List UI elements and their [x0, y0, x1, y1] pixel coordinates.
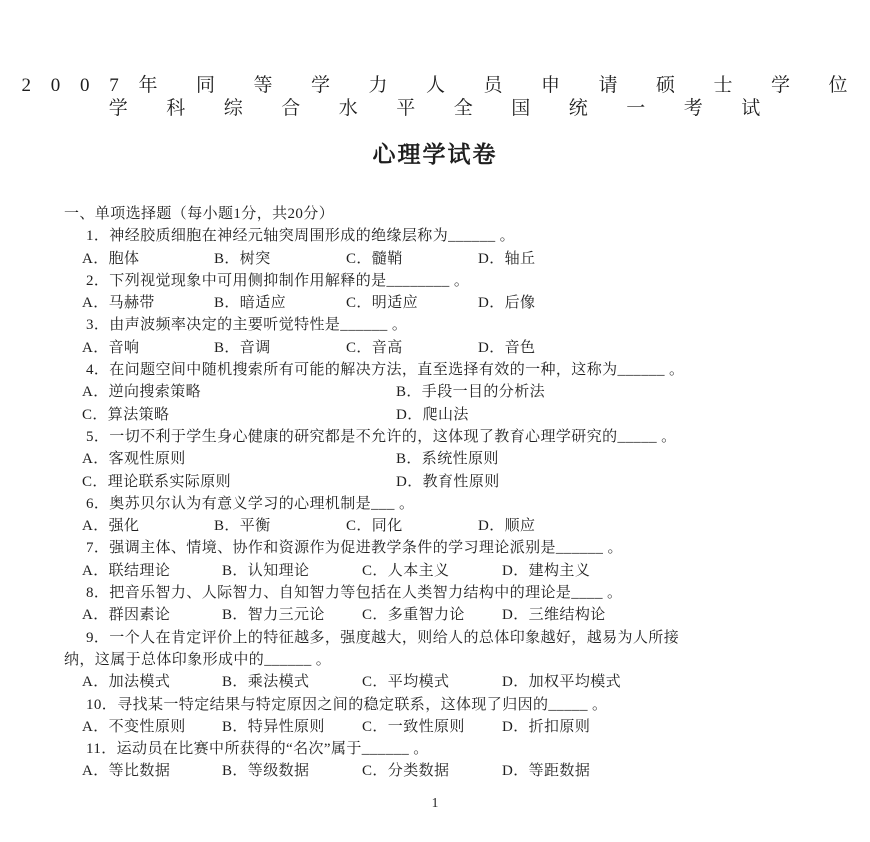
question-10-option-B: B．特异性原则	[222, 718, 325, 735]
question-6-option-C: C．同化	[346, 518, 403, 535]
question-5-option-C: C．理论联系实际原则	[82, 473, 232, 490]
question-8-options-line-1	[82, 604, 870, 626]
question-3-option-D: D．音色	[478, 339, 536, 356]
question-1-option-A: A．胞体	[82, 250, 140, 267]
question-3	[0, 314, 870, 359]
question-3-stem-line-1: 3．由声波频率决定的主要听觉特性是______ 。	[86, 317, 408, 334]
question-4-options-line-1	[82, 381, 870, 403]
question-1-option-C: C．髓鞘	[346, 250, 403, 267]
question-11-option-C: C．分类数据	[362, 763, 450, 780]
question-6-option-D: D．顺应	[478, 518, 536, 535]
question-9-option-B: B．乘法模式	[222, 674, 310, 691]
question-5	[0, 426, 870, 493]
question-1-options-line-1	[82, 248, 870, 270]
exam-title: 心理学试卷	[372, 142, 498, 167]
question-10-option-C: C．一致性原则	[362, 718, 465, 735]
question-6-option-A: A．强化	[82, 518, 140, 535]
question-1-option-B: B．树突	[214, 250, 271, 267]
exam-header-line-1: 2 0 0 7 年 同 等 学 力 人 员 申 请 硕 士 学 位	[21, 75, 849, 96]
question-8-option-C: C．多重智力论	[362, 607, 465, 624]
question-7-stem-line-1: 7．强调主体、情境、协作和资源作为促进教学条件的学习理论派别是______ 。	[86, 540, 623, 557]
exam-header-line-2: 学 科 综 合 水 平 全 国 统 一 考 试	[108, 98, 762, 119]
question-10-option-D: D．折扣原则	[502, 718, 591, 735]
section-heading: 一、单项选择题（每小题1分，共20分）	[64, 206, 335, 222]
question-9	[0, 627, 870, 694]
question-7-option-C: C．人本主义	[362, 562, 450, 579]
question-4-option-A: A．逆向搜索策略	[82, 384, 202, 401]
question-7-option-A: A．联结理论	[82, 562, 171, 579]
question-9-stem-line-1: 9．一个人在肯定评价上的特征越多，强度越大，则给人的总体印象越好，越易为人所接	[86, 629, 680, 646]
question-9-stem-line-2: 纳，这属于总体印象形成中的______ 。	[64, 651, 332, 668]
question-2-option-B: B．暗适应	[214, 295, 287, 312]
questions	[0, 225, 870, 782]
question-9-options-line-1	[82, 671, 870, 693]
question-5-option-B: B．系统性原则	[396, 451, 499, 468]
question-10	[0, 694, 870, 739]
question-11-option-B: B．等级数据	[222, 763, 310, 780]
question-4-stem-line-1: 4．在问题空间中随机搜索所有可能的解决方法，直至选择有效的一种，这称为______ 。	[86, 362, 685, 379]
question-4-option-D: D．爬山法	[396, 406, 469, 423]
question-2	[0, 270, 870, 315]
question-11	[0, 738, 870, 783]
question-10-stem-line-1: 10．寻找某一特定结果与特定原因之间的稳定联系，这体现了归因的_____ 。	[86, 696, 608, 713]
question-2-options-line-1	[82, 292, 870, 314]
question-6-stem-line-1: 6．奥苏贝尔认为有意义学习的心理机制是___ 。	[86, 495, 415, 512]
question-2-stem-line-1: 2．下列视觉现象中可用侧抑制作用解释的是________ 。	[86, 272, 470, 289]
page-number: 1	[431, 794, 439, 810]
question-3-options-line-1	[82, 337, 870, 359]
question-9-option-A: A．加法模式	[82, 674, 171, 691]
question-7-option-B: B．认知理论	[222, 562, 310, 579]
question-6-option-B: B．平衡	[214, 518, 271, 535]
question-2-option-C: C．明适应	[346, 295, 419, 312]
question-11-option-D: D．等距数据	[502, 763, 591, 780]
question-10-options-line-1	[82, 716, 870, 738]
question-8	[0, 582, 870, 627]
question-8-stem-line-1: 8．把音乐智力、人际智力、自知智力等包括在人类智力结构中的理论是____ 。	[86, 585, 623, 602]
question-8-option-D: D．三维结构论	[502, 607, 606, 624]
question-7	[0, 537, 870, 582]
question-1-option-D: D．轴丘	[478, 250, 536, 267]
question-3-option-B: B．音调	[214, 339, 271, 356]
question-2-option-A: A．马赫带	[82, 295, 155, 312]
question-2-option-D: D．后像	[478, 295, 536, 312]
question-1	[0, 225, 870, 270]
question-4-option-B: B．手段一目的分析法	[396, 384, 546, 401]
question-5-options-line-2	[82, 471, 870, 493]
question-7-options-line-1	[82, 560, 870, 582]
question-3-option-C: C．音高	[346, 339, 403, 356]
question-9-option-C: C．平均模式	[362, 674, 450, 691]
question-5-option-A: A．客观性原则	[82, 451, 186, 468]
question-6-options-line-1	[82, 515, 870, 537]
question-1-stem-line-1: 1．神经胶质细胞在神经元轴突周围形成的绝缘层称为______ 。	[86, 228, 516, 245]
question-8-option-A: A．群因素论	[82, 607, 171, 624]
question-11-options-line-1	[82, 760, 870, 782]
question-4-option-C: C．算法策略	[82, 406, 170, 423]
question-5-options-line-1	[82, 448, 870, 470]
question-11-option-A: A．等比数据	[82, 763, 171, 780]
question-3-option-A: A．音响	[82, 339, 140, 356]
question-4	[0, 359, 870, 426]
question-4-options-line-2	[82, 404, 870, 426]
question-7-option-D: D．建构主义	[502, 562, 591, 579]
question-10-option-A: A．不变性原则	[82, 718, 186, 735]
question-5-option-D: D．教育性原则	[396, 473, 500, 490]
question-8-option-B: B．智力三元论	[222, 607, 325, 624]
question-6	[0, 493, 870, 538]
question-11-stem-line-1: 11．运动员在比赛中所获得的“名次”属于______ 。	[86, 741, 429, 758]
question-9-option-D: D．加权平均模式	[502, 674, 622, 691]
question-5-stem-line-1: 5．一切不利于学生身心健康的研究都是不允许的，这体现了教育心理学研究的_____ 。	[86, 428, 677, 445]
